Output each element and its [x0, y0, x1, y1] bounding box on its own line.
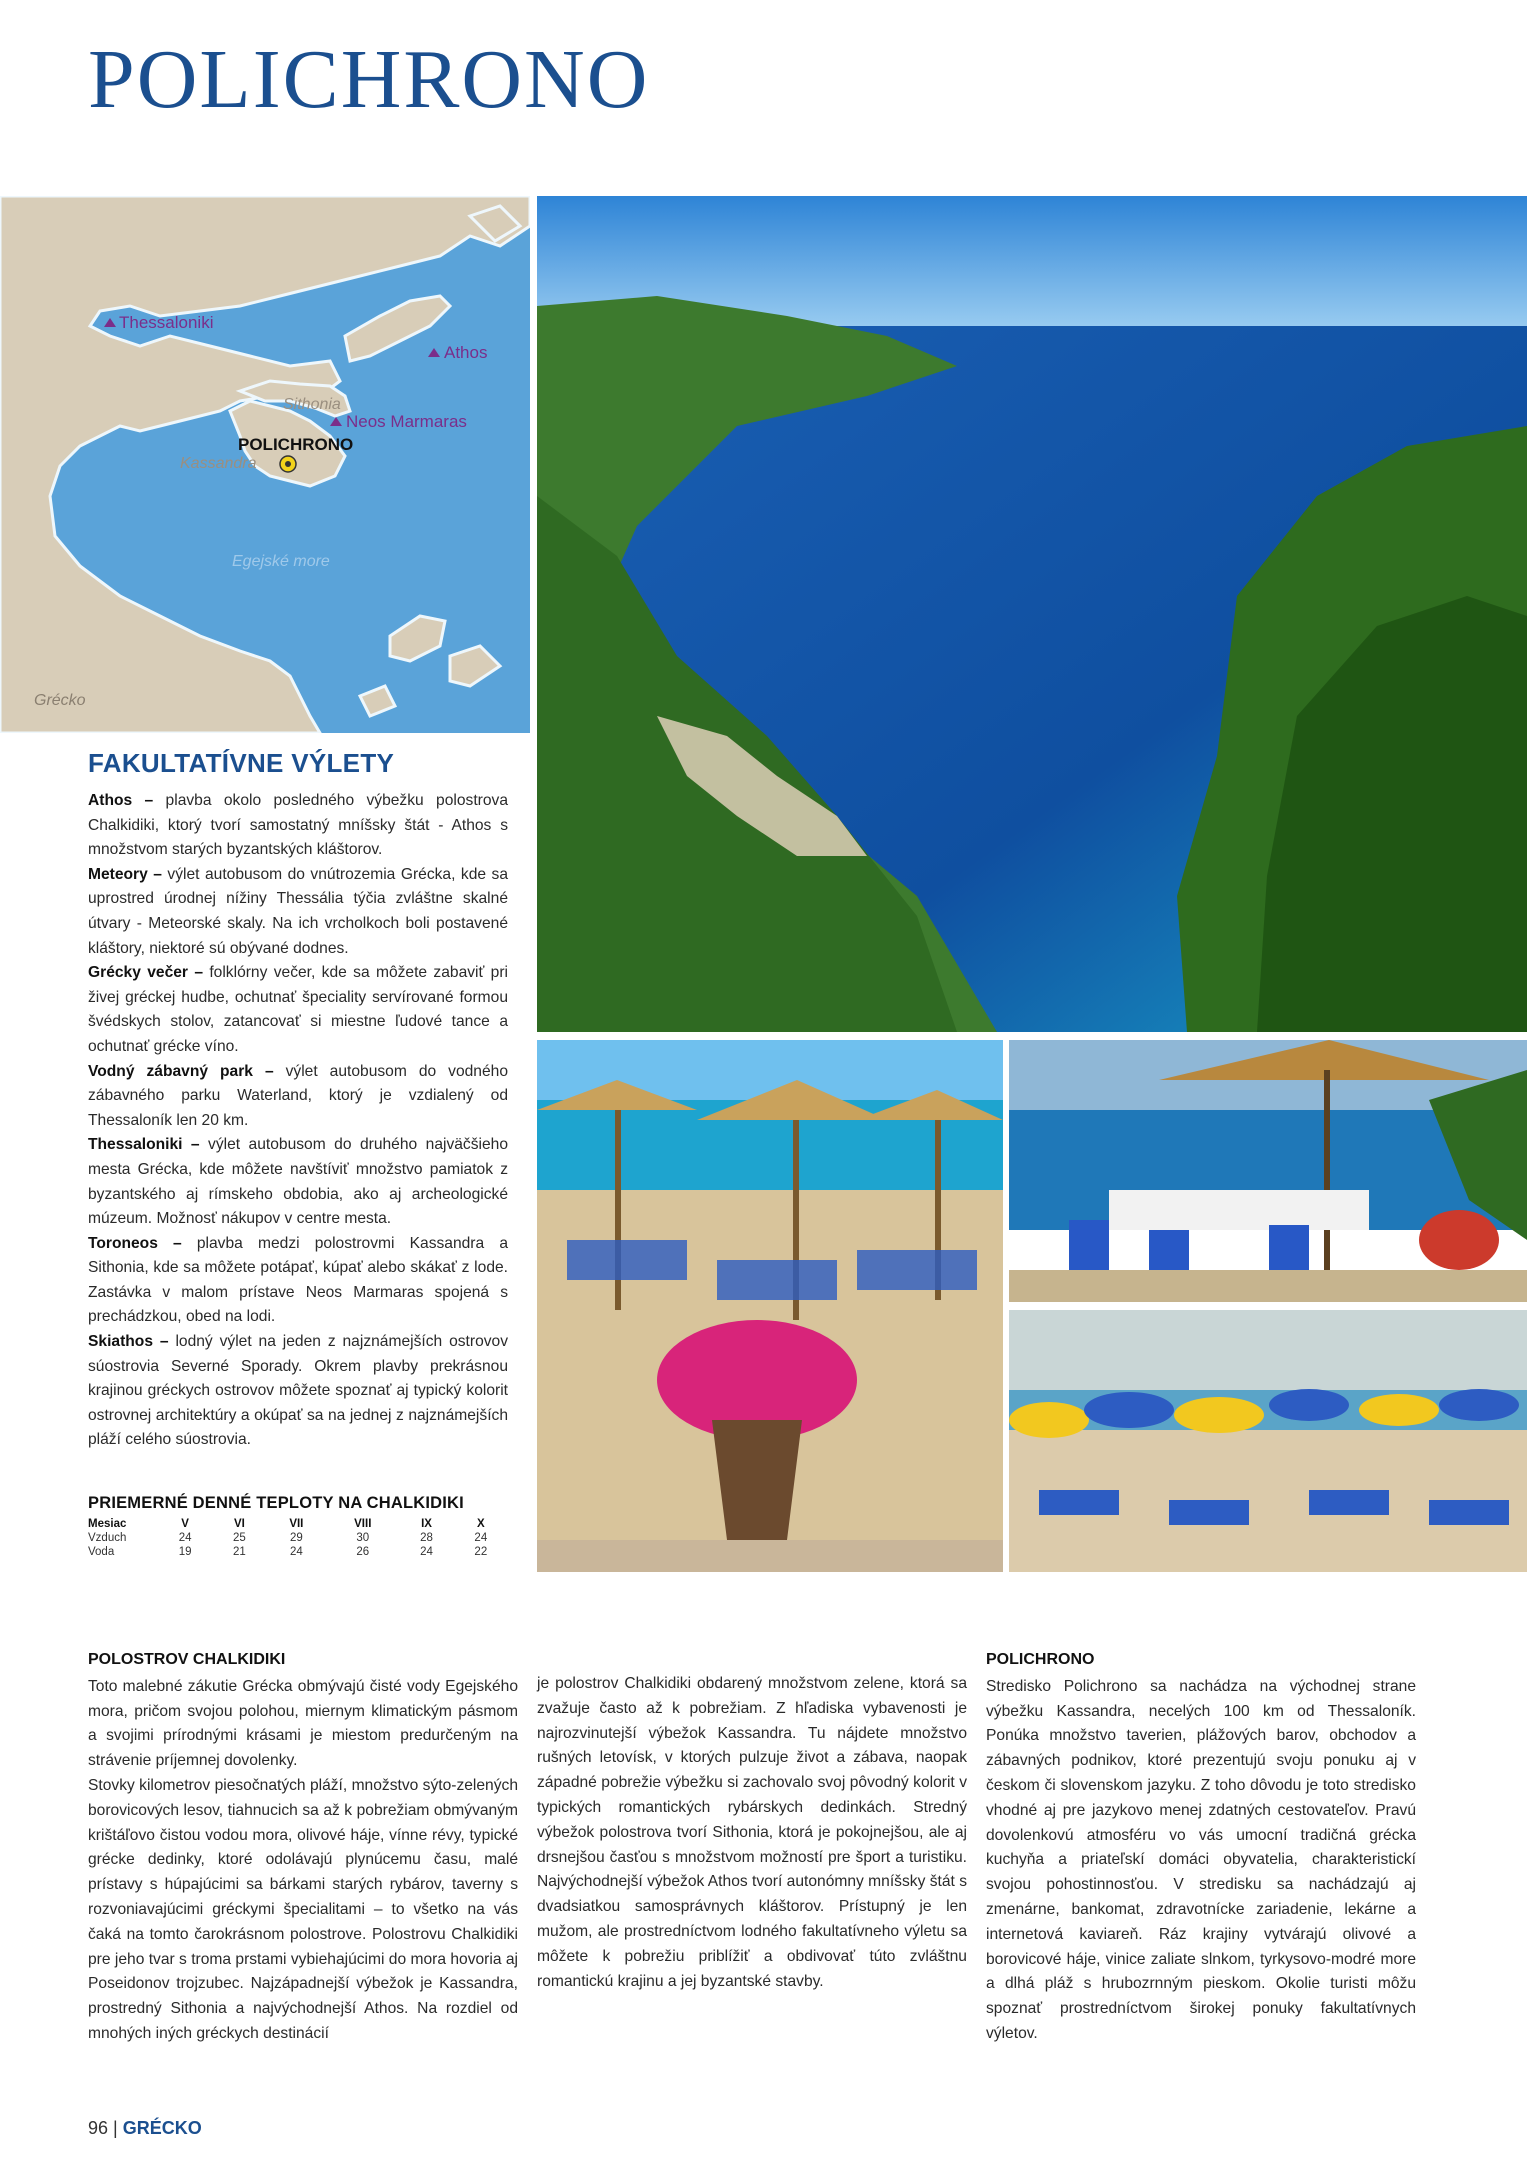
map-label-neos-marmaras: Neos Marmaras [346, 412, 467, 431]
excursion-text: výlet autobusom do druhého najväčšieho mesta Grécka, kde môžete navštíviť množstvo pamiatok z byzantského aj rímskeho obdobia, ako aj archeologické múzeum. Možnosť nákupov v centre mesta. [88, 1136, 508, 1228]
excursion-text: výlet autobusom do vodného zábavného parku Waterland, ktorý je vzdialený od Thessaloník len 20 km. [88, 1062, 508, 1129]
region-map [0, 196, 530, 733]
table-cell: 29 [289, 1532, 303, 1544]
table-cell: 24 [420, 1546, 433, 1558]
paragraph: je polostrov Chalkidiki obdarený množstvom zelene, ktorá sa zvažuje často až k pobrežiam. Z hľadiska vybavenosti je najrozvinutejší výbežok Kassandra. Tu nájdete množstvo rušných letovísk, v ktorých pulzuje život a zábava, naopak západné pobrežie výbežku si zachovalo svoj pôvodný kolorit v typických romantických rybárskych dedinkách. Stredný výbežok polostrova tvorí Sithonia, ktorá je pokojnejšou, ale aj drsnejšou časťou s množstvom možností pre šport a turistiku. Najvýchodnejší výbežok Athos tvorí autonómny mníšsky štát s dvadsiatkou samosprávnych kláštorov. Prístupný je len mužom, ale prostredníctvom lodného fakultatívneho výletu sa môžete k pobrežiu priblížiť a obdivovať túto zvláštnu romantickú krajinu a jej byzantské stavby. [537, 1675, 967, 1990]
table-row [88, 1531, 508, 1545]
table-header-cell: X [476, 1518, 485, 1530]
table-cell: 24 [289, 1546, 303, 1558]
photo-crowded-beach [1009, 1310, 1527, 1572]
excursion-name: Toroneos – [88, 1234, 182, 1252]
excursion-item [88, 1330, 508, 1453]
excursion-item [88, 1133, 508, 1231]
map-label-country: Grécko [34, 692, 86, 709]
excursion-text: plavba okolo posledného výbežku polostrova Chalkidiki, ktorý tvorí samostatný mníšsky štát - Athos s množstvom starých byzantských kláštorov. [88, 792, 508, 859]
table-row [88, 1545, 508, 1559]
table-cell: 24 [474, 1532, 488, 1544]
table-cell: 25 [233, 1532, 246, 1544]
paragraph: Toto malebné zákutie Grécka obmývajú čisté vody Egejského mora, pričom svojou polohou, miernym klimatickým pásmom a svojimi prírodnými krásami je miestom predurčeným na strávenie príjemnej dovolenky. [88, 1677, 518, 1770]
table-cell: 22 [474, 1546, 488, 1558]
table-header-cell: VIII [354, 1518, 372, 1530]
photo-beach-umbrellas [537, 1040, 1003, 1572]
section-heading-polichrono: POLICHRONO [986, 1651, 1095, 1668]
excursion-text: lodný výlet na jeden z najznámejších ostrovov súostrovia Severné Sporady. Okrem plavby prekrásnou krajinou gréckych ostrovov môžete spoznať aj typický kolorit ostrovnej architektúry a okúpať sa na jednej z najznámejších pláží celého súostrovia. [88, 1333, 509, 1449]
table-cell: 24 [178, 1532, 192, 1544]
excursion-name: Grécky večer – [88, 964, 203, 982]
article-column-1 [88, 1648, 518, 2047]
map-label-polichrono: POLICHRONO [238, 435, 354, 454]
table-cell: 28 [420, 1532, 433, 1544]
excursion-name: Athos – [88, 792, 154, 809]
excursion-item [88, 863, 508, 961]
excursion-name: Skiathos – [88, 1333, 169, 1351]
map-label-thessaloniki: Thessaloniki [119, 313, 214, 332]
map-marker-polichrono-center [285, 461, 291, 467]
map-graphic [0, 196, 530, 733]
table-cell: 26 [356, 1546, 370, 1558]
excursion-text: plavba medzi polostrovmi Kassandra a Sithonia, kde sa môžete potápať, kúpať alebo skákať z lode. Zastávka v malom prístave Neos Marmaras spojená s prechádzkou, obed na lodi. [88, 1234, 508, 1326]
article-column-2 [537, 1672, 967, 1994]
paragraph: Stovky kilometrov piesočnatých pláží, množstvo sýto-zelených borovicových lesov, tiahnucich sa až k pobrežiam obmývaným krištáľovo čistou vodou mora, olivové háje, vínne révy, typické grécke dedinky, ktoré odolávajú plynúcemu času, malé prístavy s húpajúcimi sa bárkami starých rybárov, taverny s rozvoniavajúcimi gréckymi špecialitami – to všetko na vás čaká na tomto čarokrásnom polostrove. Polostrovu Chalkidiki pre jeho tvar s troma prstami vybiehajúcimi do mora hovoria aj Poseidonov trojzubec. Najzápadnejší výbežok je Kassandra, prostredný Sithonia a najvýchodnejší Athos. Na rozdiel od mnohých iných gréckych destinácií [88, 1776, 518, 2042]
table-header-row [88, 1517, 508, 1531]
temperature-heading: PRIEMERNÉ DENNÉ TEPLOTY NA CHALKIDIKI [88, 1494, 464, 1512]
photo-coastline [537, 196, 1527, 1032]
excursions-heading: FAKULTATÍVNE VÝLETY [88, 748, 395, 778]
map-label-kassandra: Kassandra [180, 455, 257, 472]
table-cell: 21 [233, 1546, 246, 1558]
table-header-cell: Mesiac [88, 1518, 127, 1530]
temperature-table [88, 1517, 508, 1559]
table-cell: Voda [88, 1546, 115, 1558]
page-footer [88, 2118, 202, 2139]
excursion-item [88, 1232, 508, 1330]
table-header-cell: IX [421, 1518, 432, 1530]
section-heading-chalkidiki: POLOSTROV CHALKIDIKI [88, 1651, 286, 1668]
map-label-sithonia: Sithonia [283, 396, 341, 413]
table-header-cell: V [181, 1518, 189, 1530]
table-cell: 30 [356, 1532, 370, 1544]
map-label-sea: Egejské more [232, 553, 330, 570]
excursion-name: Thessaloniki – [88, 1136, 200, 1154]
page-number: 96 [88, 2118, 109, 2138]
table-cell: 19 [178, 1546, 192, 1558]
map-label-athos: Athos [444, 343, 488, 362]
excursion-item [88, 1060, 508, 1134]
page-title: POLICHRONO [88, 33, 650, 126]
footer-section: GRÉCKO [122, 2118, 202, 2138]
footer-separator: | [113, 2118, 118, 2138]
excursion-item [88, 789, 508, 863]
paragraph: Stredisko Polichrono sa nachádza na východnej strane výbežku Kassandra, necelých 100 km od Thessaloník. Ponúka množstvo taverien, plážových barov, obchodov a zábavných podnikov, ktoré prezentujú svoju ponuku aj v českom či slovenskom jazyku. Z toho dôvodu je toto stredisko vhodné aj pre jazykovo menej zdatných cestovateľov. Pravú dovolenkovú atmosféru vo vás umocní tradičná grécka kuchyňa a priateľskí domáci obyvatelia, charakteristickí svojou pohostinnosťou. V stredisku sa nachádzajú aj zmenárne, bankomat, zdravotnícke zariadenie, lekárne a internetová kaviareň. Ráz krajiny vytvárajú olivové a borovicové háje, vinice zaliate slnkom, tyrkysovo-modré more a dlhá pláž s hrubozrnným pieskom. Okolie turisti môžu spoznať prostredníctvom širokej ponuky fakultatívnych výletov. [986, 1677, 1416, 2042]
excursion-item [88, 961, 508, 1059]
excursion-name: Vodný zábavný park – [88, 1062, 274, 1080]
excursion-text: výlet autobusom do vnútrozemia Grécka, kde sa uprostred úrodnej nížiny Thessália týčia zvláštne skalné útvary - Meteorské skaly. Na ich vrcholkoch boli postavené kláštory, niektoré sú obývané dodnes. [88, 865, 508, 957]
excursions-section [88, 748, 508, 1453]
excursion-text: folklórny večer, kde sa môžete zabaviť pri živej gréckej hudbe, ochutnať špeciality servírované formou švédskych stolov, zatancovať si miestne ľudové tance a ochutnať grécke víno. [88, 964, 509, 1055]
photo-taverna-terrace [1009, 1040, 1527, 1302]
temperature-section [88, 1494, 508, 1559]
table-header-cell: VII [289, 1518, 304, 1530]
excursion-name: Meteory – [88, 865, 162, 883]
table-header-cell: VI [233, 1518, 245, 1530]
article-column-3 [986, 1648, 1416, 2047]
table-cell: Vzduch [88, 1532, 127, 1544]
